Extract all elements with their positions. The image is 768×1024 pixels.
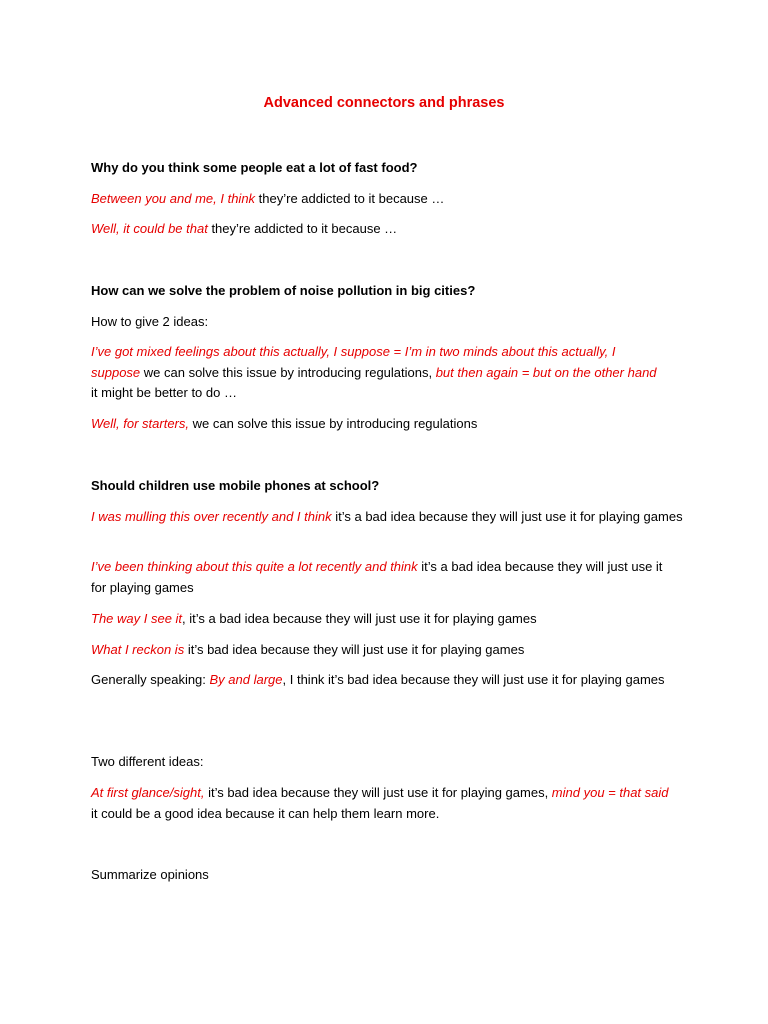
example-text: it’s a bad idea because they will just use it for playing games [91,559,663,595]
example-text: , it’s a bad idea because they will just use it for playing games [182,611,537,626]
example-text: it’s bad idea because they will just use it for playing games, [204,785,552,800]
example-line [91,342,666,404]
connector-phrase: Between you and me, I think [91,191,256,206]
question-mobile-phones: Should children use mobile phones at school? [91,478,380,493]
example-text: it could be a good idea because it can help them learn more. [91,805,440,821]
connector-phrase: What I reckon is [91,642,185,657]
example-prefix: Generally speaking: [91,672,210,687]
question-fast-food: Why do you think some people eat a lot of fast food? [91,160,418,175]
example-text: it’s bad idea because they will just use it for playing games [184,642,525,657]
example-line [91,507,686,528]
connector-phrase: Well, it could be that [91,221,208,236]
section-intro: How to give 2 ideas: [91,314,209,329]
example-line [91,189,691,210]
connector-phrase: I’ve got mixed feelings about this actually, I suppose = I’m in two minds about this actually, I suppose [91,344,616,380]
example-text: , I think it’s bad idea because they will just use it for playing games [282,672,665,687]
example-line [91,640,691,661]
connector-phrase: At first glance/sight, [91,785,205,800]
example-text: it might be better to do … [91,385,237,400]
example-text: we can solve this issue by introducing regulations, [140,364,436,380]
section-heading: Summarize opinions [91,867,209,882]
example-text: they’re addicted to it because … [207,221,398,236]
connector-phrase: Well, for starters, [91,416,190,431]
example-line [91,414,691,435]
connector-phrase: The way I see it [91,611,183,626]
example-line [91,670,671,691]
example-line [91,609,691,630]
example-line [91,783,671,824]
connector-phrase: but then again = but on the other hand [435,364,657,380]
connector-phrase: mind you = that said [551,785,669,800]
section-intro: Two different ideas: [91,754,204,769]
question-noise-pollution: How can we solve the problem of noise pollution in big cities? [91,283,476,298]
example-line [91,219,691,240]
connector-phrase: I’ve been thinking about this quite a lot recently and think [91,559,418,574]
example-line [91,557,681,598]
example-text: it’s a bad idea because they will just use it for playing games [331,509,683,524]
page-title: Advanced connectors and phrases [263,95,505,111]
connector-phrase: I was mulling this over recently and I think [91,509,332,524]
example-text: we can solve this issue by introducing regulations [189,416,478,431]
example-text: they’re addicted to it because … [255,191,445,206]
connector-phrase: By and large [209,672,283,687]
